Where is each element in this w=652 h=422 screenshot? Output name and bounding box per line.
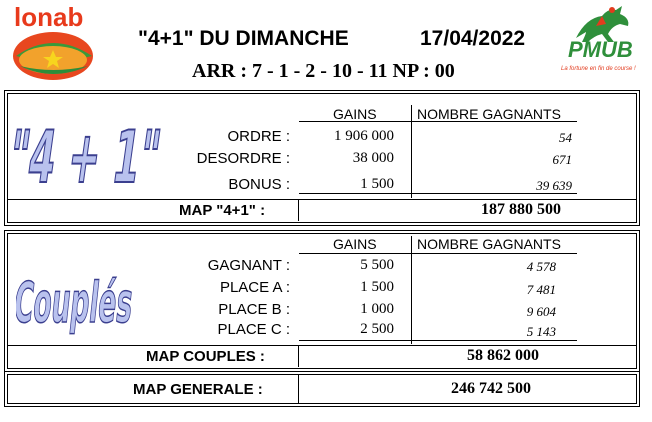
arrival-result: ARR : 7 - 1 - 2 - 10 - 11 NP : 00 bbox=[192, 60, 455, 82]
row-label-place-a: PLACE A : bbox=[219, 279, 290, 296]
map-couples-value: 58 862 000 bbox=[467, 347, 539, 364]
row-label-desordre: DESORDRE : bbox=[196, 150, 290, 167]
divider bbox=[411, 105, 412, 198]
emblem-couples-graphic bbox=[16, 250, 146, 336]
divider bbox=[298, 200, 299, 221]
divider bbox=[7, 345, 636, 346]
col-gains-header: GAINS bbox=[333, 106, 377, 122]
divider bbox=[299, 253, 577, 254]
nombre-place-a: 7 481 bbox=[526, 282, 556, 297]
race-date: 17/04/2022 bbox=[420, 27, 526, 50]
nombre-desordre: 671 bbox=[552, 152, 572, 167]
gain-place-a: 1 500 bbox=[360, 279, 394, 295]
gain-place-c: 2 500 bbox=[360, 321, 394, 337]
row-label-gagnant: GAGNANT : bbox=[207, 257, 290, 274]
map-generale-value: 246 742 500 bbox=[451, 380, 531, 397]
gain-ordre: 1 906 000 bbox=[334, 128, 394, 144]
map-4plus1-value: 187 880 500 bbox=[481, 201, 561, 218]
row-label-ordre: ORDRE : bbox=[227, 128, 290, 145]
nombre-place-b: 9 604 bbox=[526, 304, 556, 319]
pmub-slogan: La fortune en fin de course ! bbox=[561, 66, 636, 72]
emblem-4plus1-graphic bbox=[14, 98, 174, 194]
emblem-4plus1-text: "4 + bbox=[14, 116, 174, 194]
emblem-couples bbox=[16, 250, 146, 336]
nombre-gagnant: 4 578 bbox=[526, 259, 556, 274]
gain-bonus: 1 500 bbox=[360, 176, 394, 192]
emblem-couples-text: Couplés bbox=[16, 271, 146, 336]
map-generale-box bbox=[7, 374, 637, 404]
nombre-bonus: 39 639 bbox=[536, 178, 572, 193]
nombre-place-c: 5 143 bbox=[526, 324, 556, 339]
map-couples-label: MAP COUPLES : bbox=[146, 348, 265, 365]
emblem-4plus1 bbox=[14, 98, 174, 194]
divider bbox=[298, 375, 299, 403]
col-gains-header: GAINS bbox=[333, 236, 377, 252]
pmub-logo-text: PMUB bbox=[568, 37, 633, 62]
nombre-ordre: 54 bbox=[559, 130, 572, 145]
col-nombre-header: NOMBRE GAGNANTS bbox=[417, 106, 561, 122]
map-generale-label: MAP GENERALE : bbox=[133, 381, 263, 398]
col-nombre-header: NOMBRE GAGNANTS bbox=[417, 236, 561, 252]
lonab-logo-text: lonab bbox=[14, 2, 84, 32]
page-title: "4+1" DU DIMANCHE bbox=[138, 27, 349, 50]
row-label-place-c: PLACE C : bbox=[217, 321, 290, 338]
gain-place-b: 1 000 bbox=[360, 301, 394, 317]
row-label-place-b: PLACE B : bbox=[218, 301, 290, 318]
row-label-bonus: BONUS : bbox=[228, 176, 290, 193]
map-4plus1-label: MAP "4+1" : bbox=[179, 202, 266, 219]
divider bbox=[298, 346, 299, 367]
divider bbox=[299, 340, 577, 341]
gain-desordre: 38 000 bbox=[352, 150, 394, 166]
divider bbox=[7, 199, 636, 200]
gain-gagnant: 5 500 bbox=[360, 257, 394, 273]
